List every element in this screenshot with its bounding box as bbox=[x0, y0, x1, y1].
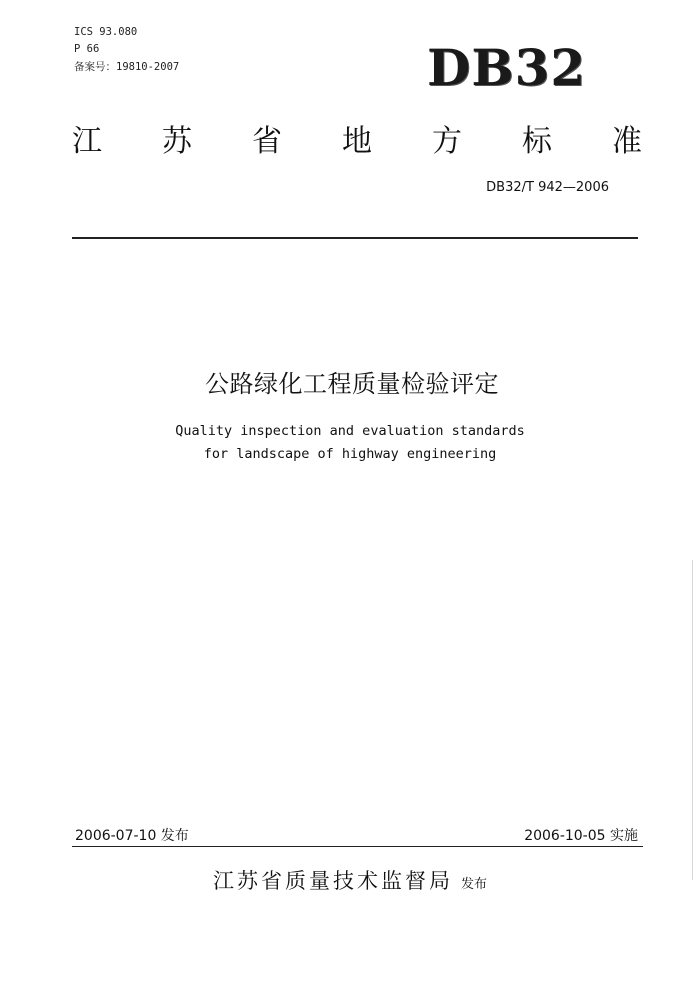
standard-type-heading bbox=[72, 116, 642, 160]
top-divider bbox=[72, 237, 638, 239]
issuer-suffix: 发布 bbox=[460, 877, 487, 892]
issuer-org: 江苏省质量技术监督局 bbox=[212, 869, 453, 893]
ics-code: ICS 93.080 bbox=[74, 26, 138, 38]
standard-type-char: 省 bbox=[252, 124, 282, 159]
standard-code: DB32/T 942—2006 bbox=[486, 180, 609, 195]
category-code: P 66 bbox=[74, 43, 100, 55]
standard-type-char: 苏 bbox=[162, 124, 192, 159]
bottom-divider bbox=[72, 846, 643, 847]
document-title-cn: 公路绿化工程质量检验评定 bbox=[205, 370, 499, 398]
issue-date: 2006-07-10 发布 bbox=[75, 828, 189, 844]
standard-type-char: 江 bbox=[72, 124, 102, 159]
record-number: 备案号：19810-2007 bbox=[74, 61, 180, 73]
scan-edge-line bbox=[692, 560, 693, 880]
standard-type-char: 准 bbox=[612, 124, 642, 159]
document-title-en-line2: for landscape of highway engineering bbox=[203, 446, 497, 462]
issuing-authority bbox=[0, 865, 700, 895]
standard-type-char: 方 bbox=[432, 124, 462, 159]
standard-type-char: 标 bbox=[522, 124, 552, 159]
document-title-en-line1: Quality inspection and evaluation standards bbox=[175, 423, 525, 439]
implementation-date: 2006-10-05 实施 bbox=[524, 828, 638, 844]
standard-type-char: 地 bbox=[342, 124, 372, 159]
db32-logo: DB32 bbox=[427, 38, 587, 97]
